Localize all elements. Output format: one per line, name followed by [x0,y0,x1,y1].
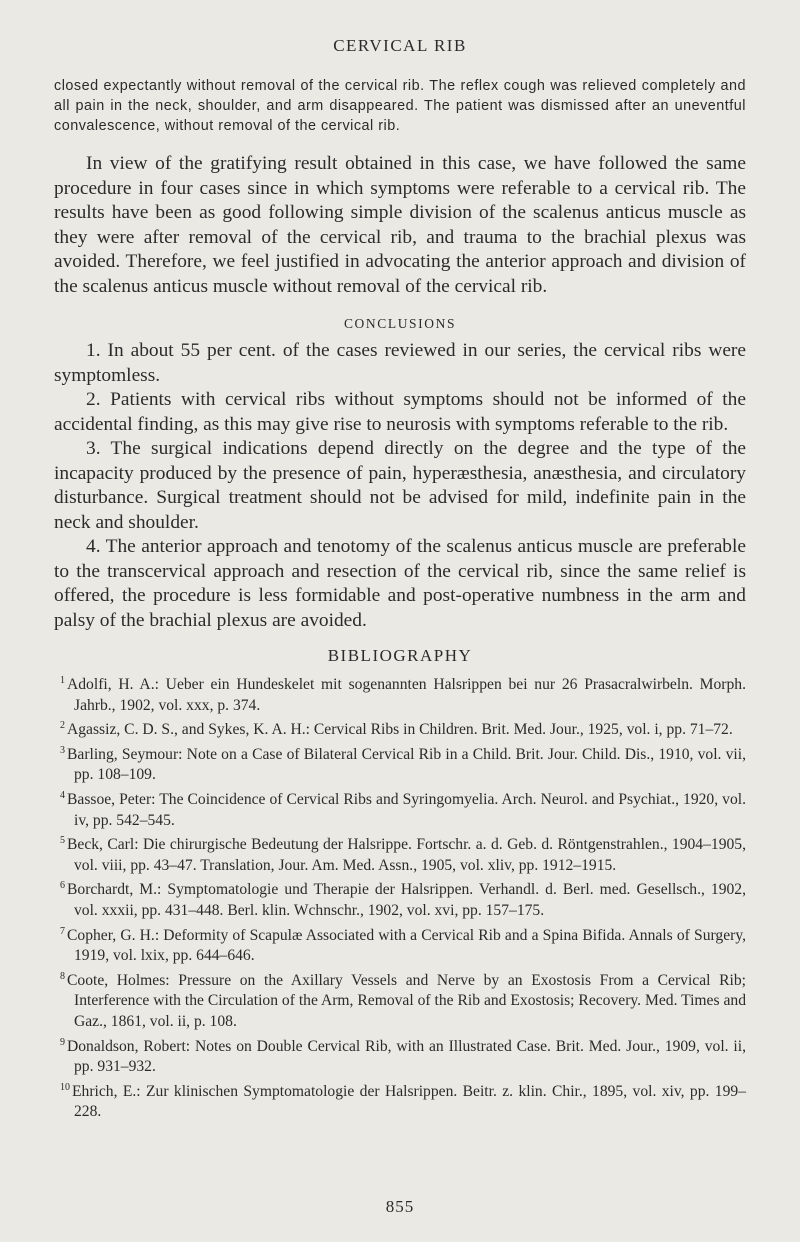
bibliography-entry [54,741,746,786]
bibliography-entry [54,922,746,967]
bibliography-entry [54,671,746,716]
reference-number: 6 [60,880,65,892]
reference-text: Beck, Carl: Die chirurgische Bedeutung der Halsrippe. Fortschr. a. d. Geb. d. Röntgenstrahlen., 1904–1905, vol. viii, pp. 43–47. Translation, Jour. Am. Med. Assn., 1905, vol. xliv, pp. 1912–1915. [67,836,746,874]
reference-number: 4 [60,789,65,801]
main-paragraph: In view of the gratifying result obtained in this case, we have followed the same procedure in four cases since in which symptoms were referable to a cervical rib. The results have been as good following simple division of the scalenus anticus muscle as they were after removal of the cervical rib, and trauma to the brachial plexus was avoided. Therefore, we feel justified in advocating the anterior approach and division of the scalenus anticus muscle without removal of the cervical rib. [54,153,746,297]
running-head: CERVICAL RIB [333,36,467,55]
reference-number: 5 [60,835,65,847]
page-number: 855 [385,1197,415,1216]
conclusion-item: 3. The surgical indications depend directly on the degree and the type of the incapacity produced by the presence of pain, hyperæsthesia, anæsthesia, and circulatory disturbance. Surgical treatment should not be advised for mild, indefinite pain in the neck and shoulder. [54,438,746,533]
reference-text: Ehrich, E.: Zur klinischen Symptomatologie der Halsrippen. Beitr. z. klin. Chir., 1895, vol. xiv, pp. 199–228. [72,1082,746,1121]
conclusion-item: 1. In about 55 per cent. of the cases reviewed in our series, the cervical ribs were symptomless. [54,340,746,386]
reference-number: 9 [60,1036,65,1048]
bibliography-entry [54,786,746,831]
bibliography-entry [54,876,746,921]
reference-number: 10 [60,1081,70,1093]
bibliography-entry [54,716,746,741]
conclusion-item: 4. The anterior approach and tenotomy of the scalenus anticus muscle are preferable to the transcervical approach and resection of the cervical rib, since the same relief is offered, the procedure is less formidable and post-operative numbness in the arm and palsy of the brachial plexus are avoided. [54,536,746,631]
reference-number: 3 [60,744,65,756]
reference-text: Copher, G. H.: Deformity of Scapulæ Associated with a Cervical Rib and a Spina Bifida. Annals of Surgery, 1919, vol. lxix, pp. 644–646. [67,926,746,965]
bibliography-heading: BIBLIOGRAPHY [327,646,473,665]
bibliography-entry [54,1078,746,1123]
intro-paragraph: closed expectantly without removal of the cervical rib. The reflex cough was relieved completely and all pain in the neck, shoulder, and arm disappeared. The patient was dismissed after an uneventful convalescence, without removal of the cervical rib. [54,78,746,134]
bibliography-entry [54,1033,746,1078]
reference-text: Barling, Seymour: Note on a Case of Bilateral Cervical Rib in a Child. Brit. Jour. Child. Dis., 1910, vol. vii, pp. 108–109. [67,745,746,784]
reference-text: Bassoe, Peter: The Coincidence of Cervical Ribs and Syringomyelia. Arch. Neurol. and Psychiat., 1920, vol. iv, pp. 542–545. [67,790,746,829]
reference-number: 7 [60,925,65,937]
reference-text: Adolfi, H. A.: Ueber ein Hundeskelet mit sogenannten Halsrippen bei nur 26 Prasacralwirbeln. Morph. Jahrb., 1902, vol. xxx, p. 374. [67,676,746,714]
reference-number: 8 [60,970,65,982]
conclusion-item: 2. Patients with cervical ribs without symptoms should not be informed of the accidental finding, as this may give rise to neurosis with symptoms referable to the rib. [54,389,746,435]
reference-text: Borchardt, M.: Symptomatologie und Therapie der Halsrippen. Verhandl. d. Berl. med. Gesellsch., 1902, vol. xxxii, pp. 431–448. Berl. klin. Wchnschr., 1902, vol. xvi, pp. 157–175. [67,881,746,919]
bibliography-entry [54,967,746,1033]
conclusions-heading: CONCLUSIONS [343,316,457,331]
reference-text: Agassiz, C. D. S., and Sykes, K. A. H.: Cervical Ribs in Children. Brit. Med. Jour., 1925, vol. i, pp. 71–72. [67,721,733,739]
reference-number: 1 [60,675,65,686]
reference-text: Donaldson, Robert: Notes on Double Cervical Rib, with an Illustrated Case. Brit. Med. Jour., 1909, vol. ii, pp. 931–932. [67,1037,746,1076]
reference-text: Coote, Holmes: Pressure on the Axillary Vessels and Nerve by an Exostosis From a Cervical Rib; Interference with the Circulation of the Arm, Removal of the Rib and Exostosis; Recovery. Med. Times and Gaz., 1861, vol. ii, p. 108. [67,971,746,1030]
reference-number: 2 [60,720,65,732]
bibliography-entry [54,831,746,876]
bibliography-list [54,671,746,1123]
